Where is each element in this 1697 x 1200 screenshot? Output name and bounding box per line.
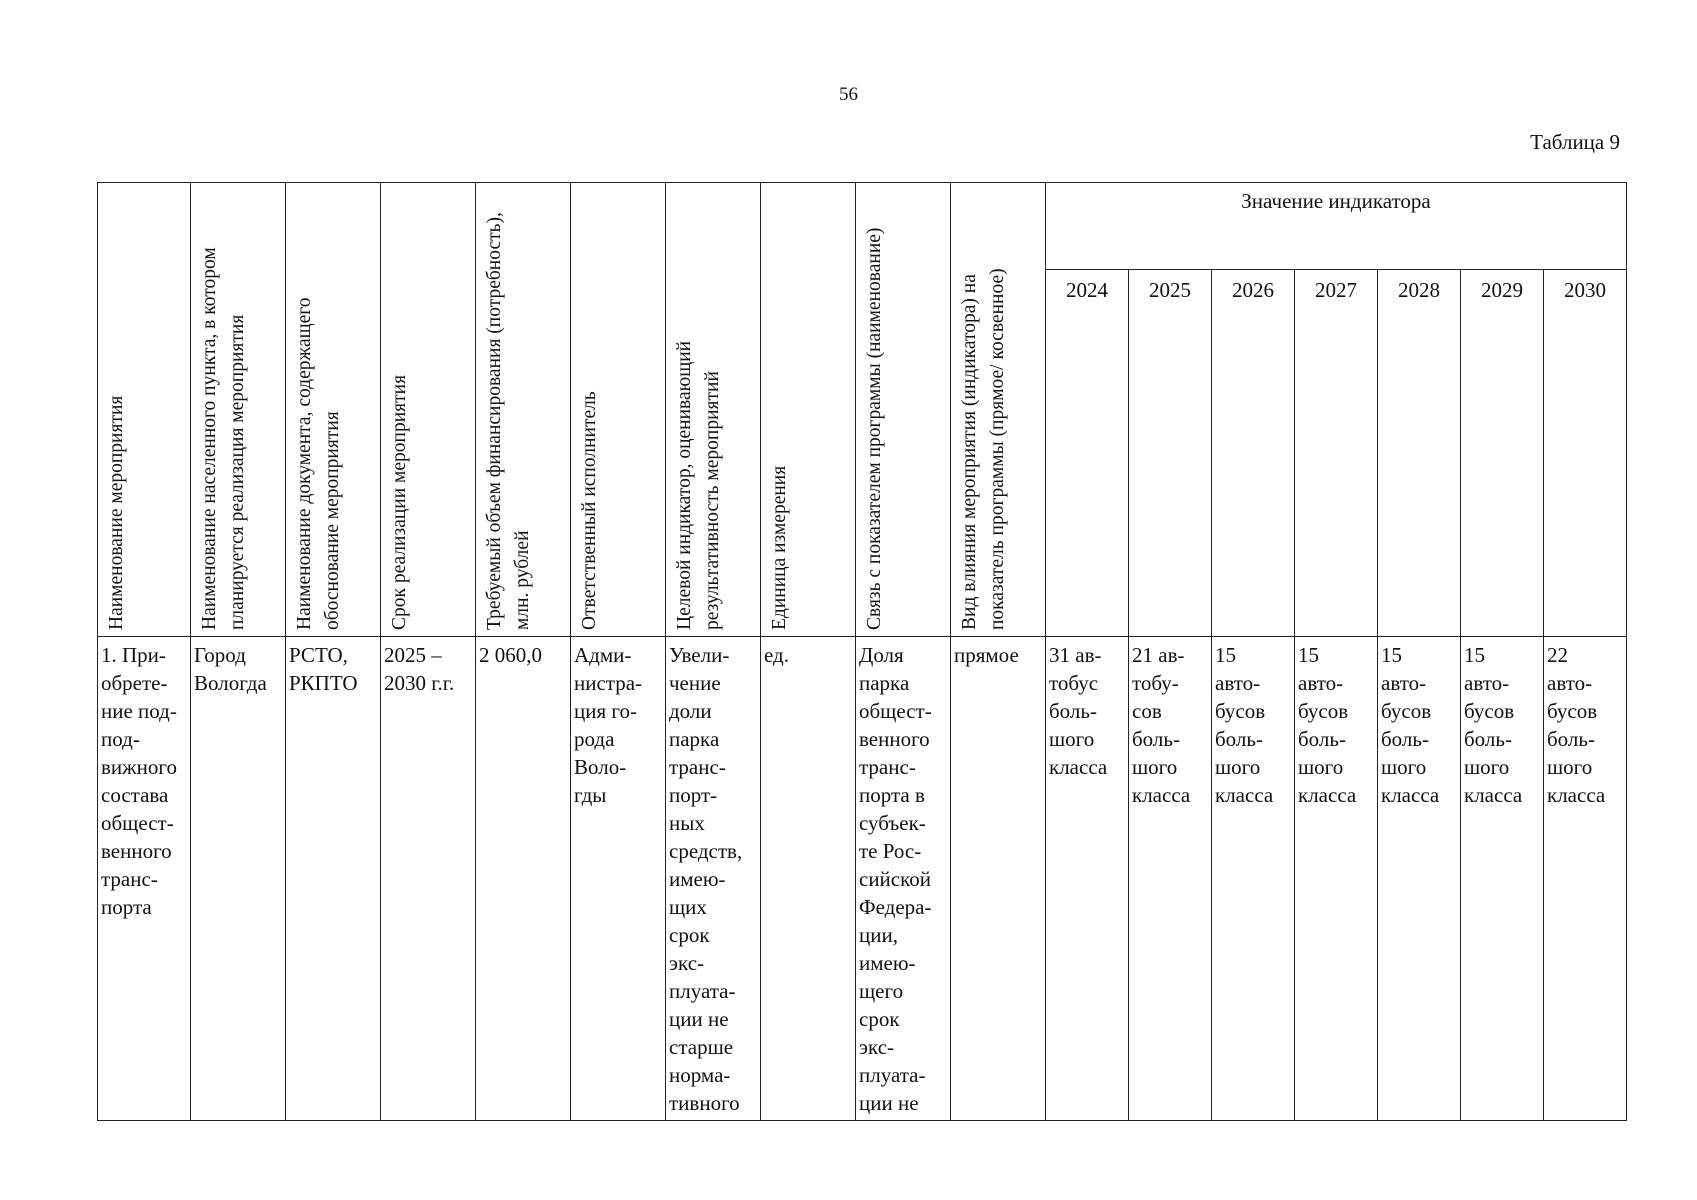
header-indicator-value: Значение индикатора bbox=[1046, 183, 1627, 270]
header-executor-text: Ответственный исполнитель bbox=[579, 391, 600, 630]
header-event-name bbox=[98, 183, 191, 637]
header-period bbox=[381, 183, 476, 637]
cell-document: РСТО, РКПТО bbox=[286, 637, 381, 1121]
page-number: 56 bbox=[839, 84, 858, 105]
year-header-2028: 2028 bbox=[1378, 270, 1461, 637]
table-label: Таблица 9 bbox=[1530, 130, 1620, 154]
header-program-link bbox=[856, 183, 951, 637]
cell-value-2028: 15 авто- бусов боль- шого класса bbox=[1378, 637, 1461, 1121]
header-funding bbox=[476, 183, 571, 637]
cell-unit: ед. bbox=[761, 637, 856, 1121]
cell-settlement: Город Вологда bbox=[191, 637, 286, 1121]
header-row bbox=[98, 183, 1627, 270]
header-unit bbox=[761, 183, 856, 637]
header-event-name-text: Наименование мероприятия bbox=[106, 395, 127, 630]
cell-value-2029: 15 авто- бусов боль- шого класса bbox=[1461, 637, 1544, 1121]
header-target-indicator-text: Целевой индикатор, оценивающий результативность мероприятий bbox=[674, 340, 723, 630]
indicator-table bbox=[97, 182, 1627, 1121]
header-unit-text: Единица измерения bbox=[769, 465, 790, 630]
cell-funding: 2 060,0 bbox=[476, 637, 571, 1121]
year-header-2025: 2025 bbox=[1129, 270, 1212, 637]
header-executor bbox=[571, 183, 666, 637]
header-period-text: Срок реализации мероприятия bbox=[389, 374, 410, 630]
cell-influence-type: прямое bbox=[951, 637, 1046, 1121]
year-header-2026: 2026 bbox=[1212, 270, 1295, 637]
header-funding-text: Требуемый объем финансирования (потребность), млн. рублей bbox=[484, 212, 533, 630]
year-header-2024: 2024 bbox=[1046, 270, 1129, 637]
cell-value-2024: 31 ав- тобус боль- шого класса bbox=[1046, 637, 1129, 1121]
year-header-2029: 2029 bbox=[1461, 270, 1544, 637]
header-settlement bbox=[191, 183, 286, 637]
cell-value-2027: 15 авто- бусов боль- шого класса bbox=[1295, 637, 1378, 1121]
header-document-text: Наименование документа, содержащего обоснование мероприятия bbox=[294, 297, 343, 630]
header-settlement-text: Наименование населенного пункта, в котором планируется реализация мероприятия bbox=[199, 247, 248, 630]
cell-program-link: Доля парка общест- венного транс- порта в субъек- те Рос- сийской Федера- ции, имею- щего срок экс- плуата- ции не bbox=[856, 637, 951, 1121]
cell-period: 2025 – 2030 г.г. bbox=[381, 637, 476, 1121]
cell-value-2030: 22 авто- бусов боль- шого класса bbox=[1544, 637, 1627, 1121]
header-target-indicator bbox=[666, 183, 761, 637]
year-header-2027: 2027 bbox=[1295, 270, 1378, 637]
table-row bbox=[98, 637, 1627, 1121]
header-program-link-text: Связь с показателем программы (наименование) bbox=[864, 227, 885, 630]
year-header-2030: 2030 bbox=[1544, 270, 1627, 637]
cell-event-name: 1. При- обрете- ние под- под- вижного состава общест- венного транс- порта bbox=[98, 637, 191, 1121]
cell-value-2026: 15 авто- бусов боль- шого класса bbox=[1212, 637, 1295, 1121]
header-influence-type-text: Вид влияния мероприятия (индикатора) на показатель программы (прямое/ косвенное) bbox=[959, 268, 1008, 630]
cell-target-indicator: Увели- чение доли парка транс- порт- ных средств, имею- щих срок экс- плуата- ции не старше норма- тивного bbox=[666, 637, 761, 1121]
cell-executor: Адми- нистра- ция го- рода Воло- гды bbox=[571, 637, 666, 1121]
header-influence-type bbox=[951, 183, 1046, 637]
header-document bbox=[286, 183, 381, 637]
cell-value-2025: 21 ав- тобу- сов боль- шого класса bbox=[1129, 637, 1212, 1121]
